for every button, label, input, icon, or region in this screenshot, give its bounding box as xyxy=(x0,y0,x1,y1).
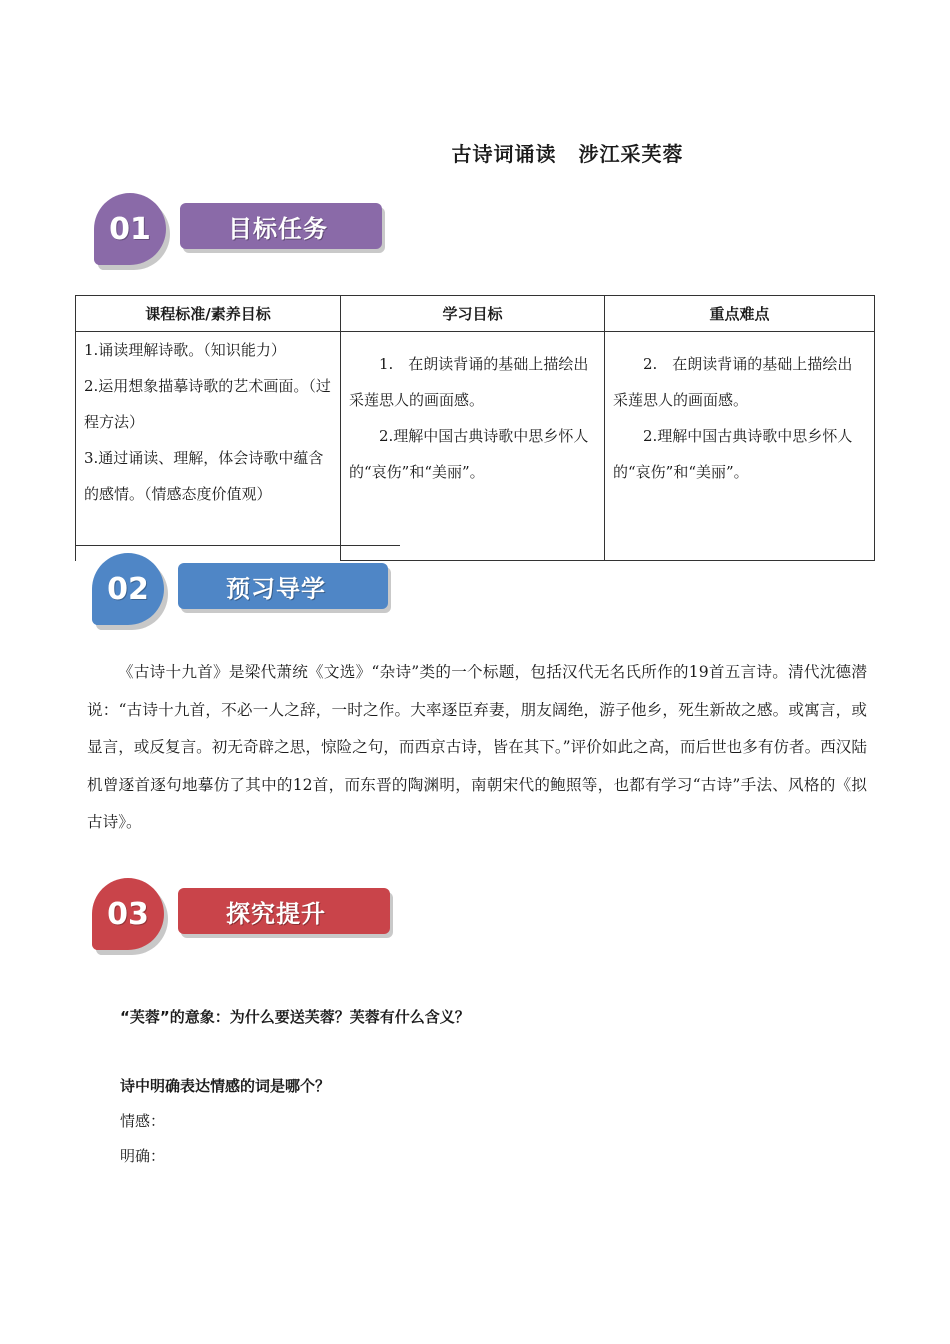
cell-paragraph: 2.理解中国古典诗歌中思乡怀人的“哀伤”和“美丽”。 xyxy=(613,427,853,481)
cell-paragraph: 2.理解中国古典诗歌中思乡怀人的“哀伤”和“美丽”。 xyxy=(349,427,589,481)
cell-paragraph: 3.通过诵读、理解，体会诗歌中蕴含的感情。（情感态度价值观） xyxy=(84,449,324,503)
section-title-bar: 目标任务 xyxy=(180,203,382,249)
section-number-badge: 01 xyxy=(94,193,166,265)
cell-paragraph: 2.运用想象描摹诗歌的艺术画面。（过程方法） xyxy=(84,377,331,431)
table-row xyxy=(76,332,875,561)
goals-table xyxy=(75,295,875,561)
label-emotion: 情感： xyxy=(120,1112,166,1130)
section-number-badge: 03 xyxy=(92,878,164,950)
preview-paragraph: 《古诗十九首》是梁代萧统《文选》“杂诗”类的一个标题，包括汉代无名氏所作的19首五言诗。清代沈德潜说：“古诗十九首，不必一人之辞，一时之作。大率逐臣弃妻，朋友阔绝，游子他乡，死生新故之感。或寓言，或显言，或反复言。初无奇辟之思，惊险之句，而西京古诗，皆在其下。”评价如此之高，而后世也多有仿者。西汉陆机曾逐首逐句地摹仿了其中的12首，而东晋的陶渊明，南朝宋代的鲍照等，也都有学习“古诗”手法、风格的《拟古诗》。 xyxy=(87,663,867,831)
cell-paragraph: 2. 在朗读背诵的基础上描绘出采莲思人的画面感。 xyxy=(613,355,853,409)
title-part2: 涉江采芙蓉 xyxy=(578,142,684,166)
table-header-row xyxy=(76,296,875,332)
label-answer: 明确： xyxy=(120,1147,166,1165)
section-title-bar: 预习导学 xyxy=(178,563,388,609)
table-cell-standards xyxy=(76,332,341,561)
section-banner-preview xyxy=(92,553,402,633)
table-header-cell: 课程标准/素养目标 xyxy=(76,296,341,332)
page-title xyxy=(0,138,950,167)
table-partial-border xyxy=(75,545,400,546)
table-header-cell: 学习目标 xyxy=(341,296,605,332)
section-title-bar: 探究提升 xyxy=(178,888,390,934)
question-furong: “芙蓉”的意象：为什么要送芙蓉？芙蓉有什么含义？ xyxy=(120,1008,470,1026)
section-banner-goals xyxy=(94,193,394,273)
table-cell-key-points xyxy=(605,332,875,561)
title-part1: 古诗词诵读 xyxy=(451,142,557,166)
table-header-cell: 重点难点 xyxy=(605,296,875,332)
section-number-badge: 02 xyxy=(92,553,164,625)
section-banner-explore xyxy=(92,878,402,958)
cell-paragraph: 1. 在朗读背诵的基础上描绘出采莲思人的画面感。 xyxy=(349,355,589,409)
question-emotion-word: 诗中明确表达情感的词是哪个？ xyxy=(120,1077,331,1095)
table-cell-learning-goals xyxy=(341,332,605,561)
cell-paragraph: 1.诵读理解诗歌。（知识能力） xyxy=(84,341,286,359)
